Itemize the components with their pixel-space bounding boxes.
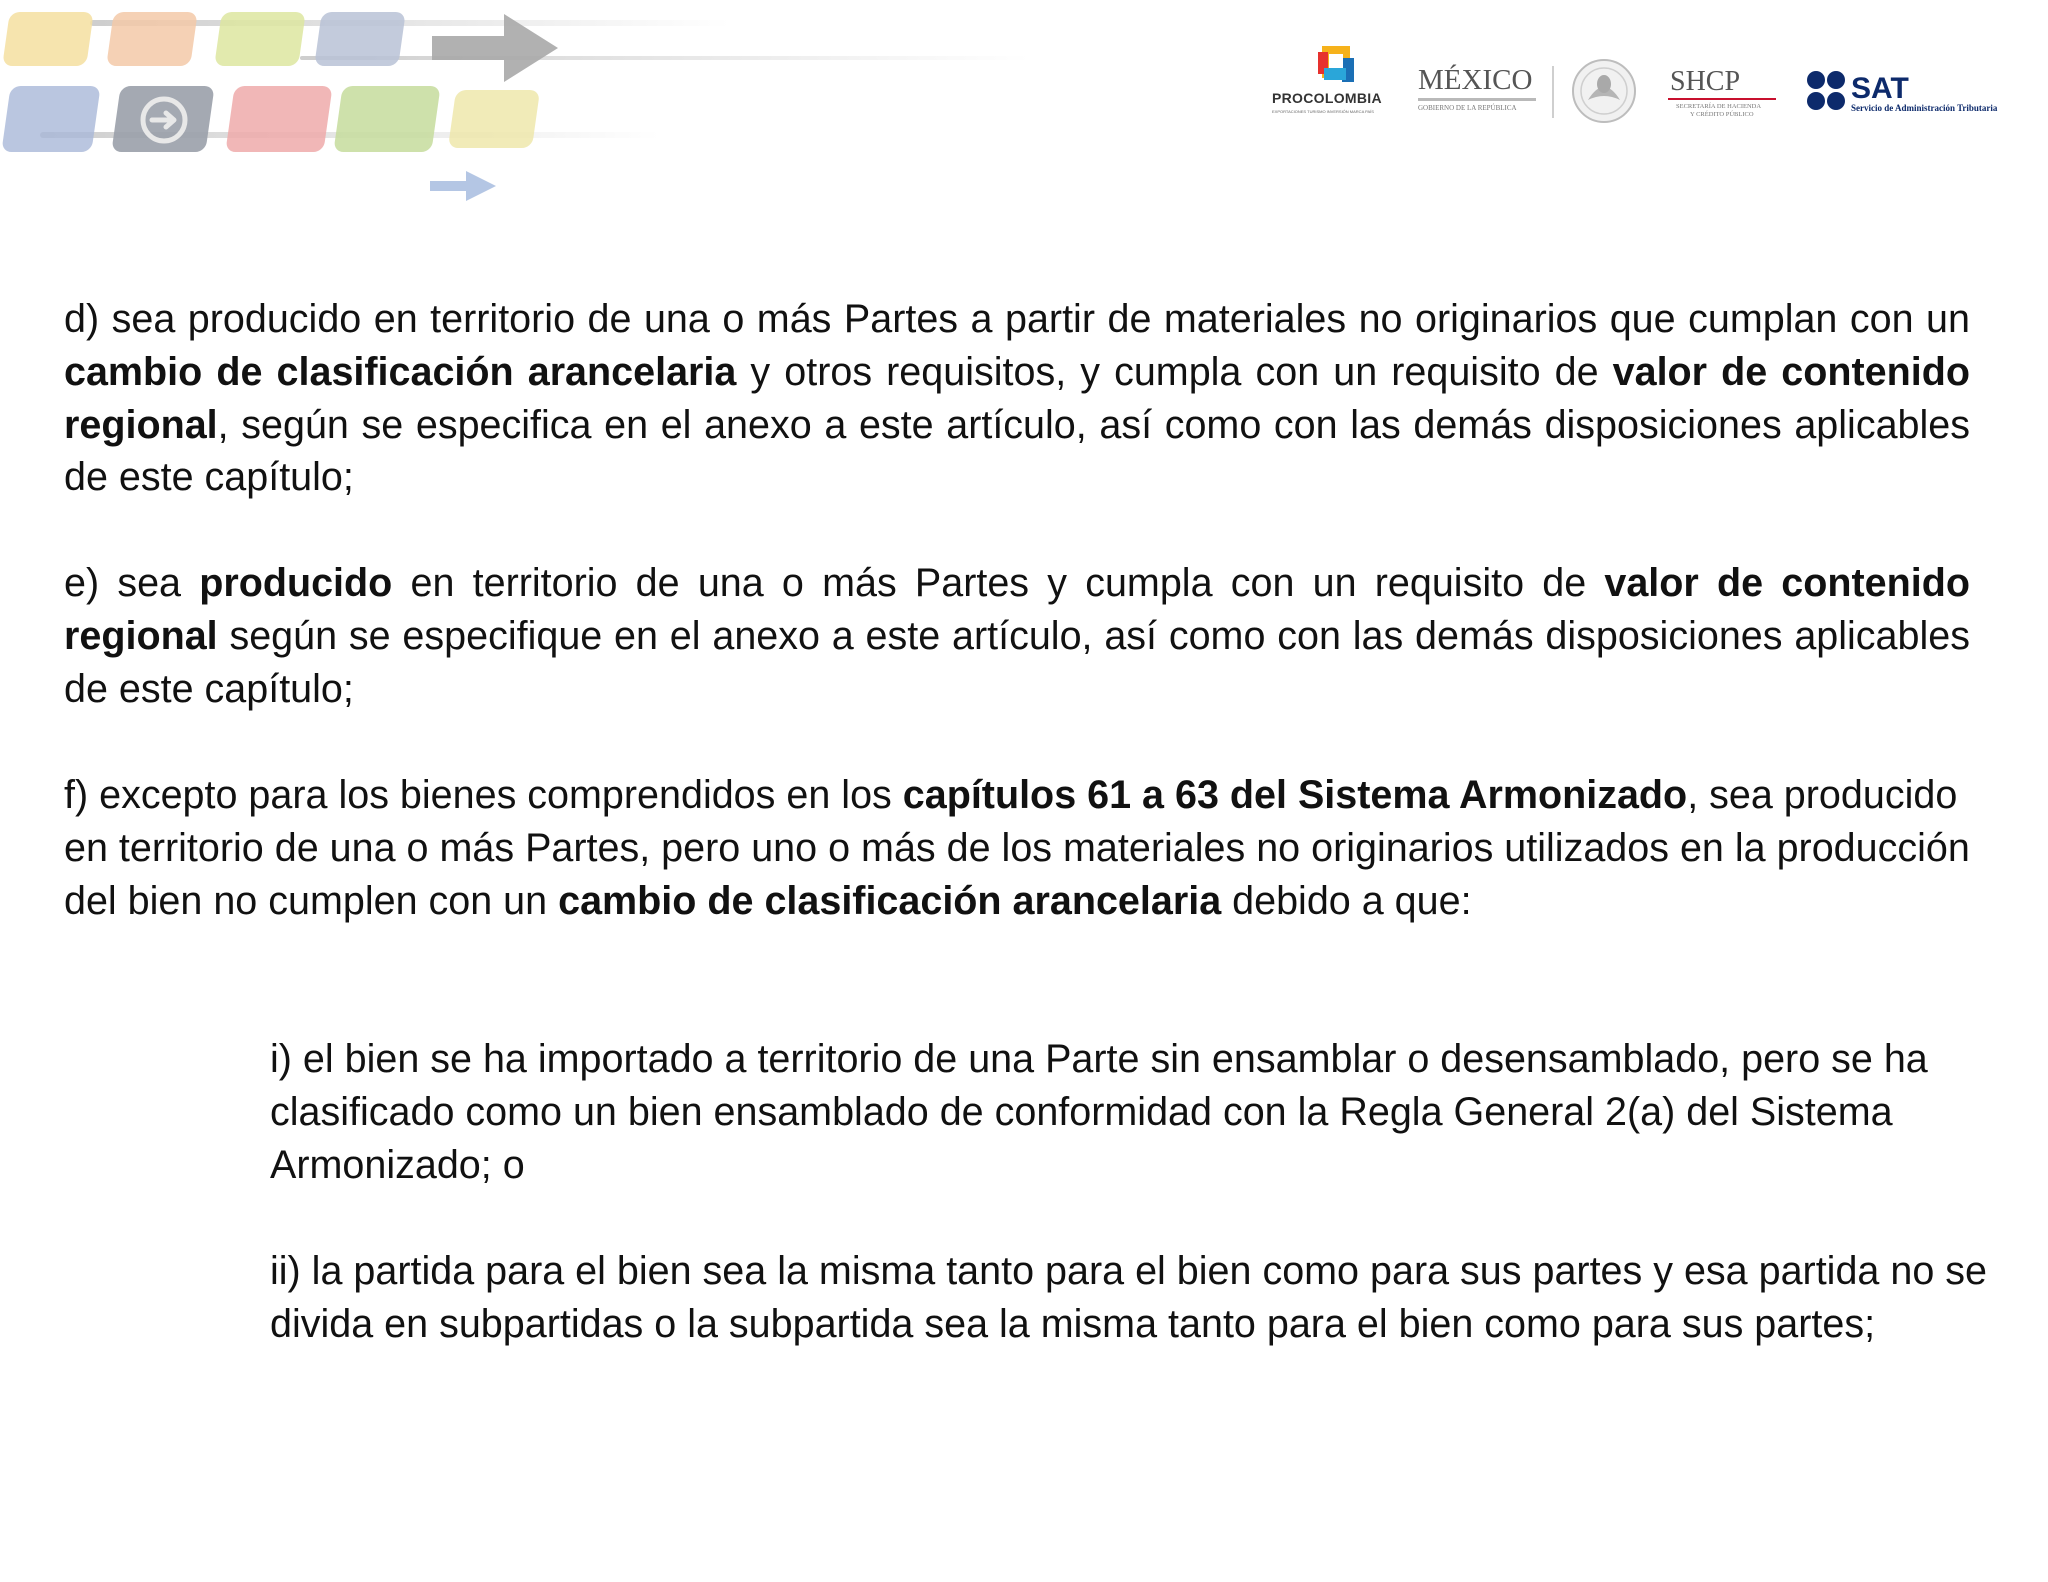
text-run: d) sea producido en territorio de una o más Partes a partir de materiales no originarios que cumplan con un xyxy=(64,297,1970,341)
procolombia-logo-icon xyxy=(1316,44,1356,86)
text-run: según se especifique en el anexo a este artículo, así como con las demás disposiciones aplicables de este capítulo; xyxy=(64,613,1970,711)
paragraph-f xyxy=(64,769,1970,927)
decorative-streak xyxy=(300,56,1030,60)
decorative-tile xyxy=(448,90,540,148)
decorative-tile xyxy=(106,12,198,66)
mexico-logo: MÉXICO xyxy=(1418,64,1533,96)
bold-text-run: cambio de clasificación arancelaria xyxy=(558,878,1222,923)
bold-text-run: producido xyxy=(199,561,393,605)
text-run: , según se especifica en el anexo a este artículo, así como con las demás disposiciones aplicables de este capítulo; xyxy=(64,402,1970,500)
logo-separator xyxy=(1552,66,1554,118)
circle-arrow-icon xyxy=(126,92,202,148)
text-run: , sea producido en territorio de una o más Partes, pero uno o más de los materiales no originarios utilizados en la producción del bien no cumplen con un xyxy=(64,773,1970,923)
procolombia-tagline: EXPORTACIONES TURISMO INVERSIÓN MARCA PAÍS xyxy=(1272,109,1374,114)
subparagraph-ii xyxy=(270,1245,1990,1351)
decorative-tile xyxy=(1,86,100,152)
sat-name: SAT xyxy=(1851,72,1909,105)
bold-text-run: valor de contenido regional xyxy=(64,349,1970,447)
text-run: f) excepto para los bienes comprendidos en los xyxy=(64,773,903,817)
shcp-subtitle-2: Y CRÉDITO PÚBLICO xyxy=(1690,111,1754,118)
text-run: debido a que: xyxy=(1221,878,1472,923)
decorative-tile xyxy=(2,12,94,66)
sat-logo-icon xyxy=(1806,70,1854,116)
right-arrow-icon xyxy=(426,166,500,206)
sat-subtitle: Servicio de Administración Tributaria xyxy=(1851,103,1998,113)
text-run: e) sea xyxy=(64,561,200,605)
mexico-subtitle: GOBIERNO DE LA REPÚBLICA xyxy=(1418,104,1517,112)
decorative-tile xyxy=(314,12,406,66)
paragraph-e xyxy=(64,557,1970,715)
text-run: i) el bien se ha importado a territorio de una Parte sin ensamblar o desensamblado, pero se ha clasificado como un bien ensamblado de conformidad con la Regla General 2(a) del Sistema Armonizado; o xyxy=(270,1037,1928,1187)
procolombia-name: PROCOLOMBIA xyxy=(1272,90,1382,106)
text-run: ii) la partida para el bien sea la misma tanto para el bien como para sus partes y esa partida no se divida en subpartidas o la subpartida sea la misma tanto para el bien como para sus partes; xyxy=(270,1249,1987,1346)
bold-text-run: capítulos 61 a 63 del Sistema Armonizado xyxy=(902,773,1688,817)
right-arrow-icon xyxy=(426,6,566,90)
paragraph-d xyxy=(64,293,1970,504)
national-seal-icon xyxy=(1570,56,1638,126)
shcp-subtitle-1: SECRETARÍA DE HACIENDA xyxy=(1676,103,1762,110)
shcp-divider xyxy=(1668,98,1776,100)
subparagraph-i xyxy=(270,1033,1990,1191)
decorative-tile xyxy=(225,86,332,152)
bold-text-run: valor de contenido regional xyxy=(64,561,1970,658)
decorative-tile xyxy=(214,12,306,66)
bold-text-run: cambio de clasificación arancelaria xyxy=(64,349,737,394)
shcp-logo: SHCP xyxy=(1670,66,1741,97)
decorative-tile xyxy=(333,86,440,152)
text-run: en territorio de una o más Partes y cumpla con un requisito de xyxy=(392,561,1605,605)
text-run: y otros requisitos, y cumpla con un requisito de xyxy=(736,349,1613,394)
mexico-divider xyxy=(1418,98,1536,101)
